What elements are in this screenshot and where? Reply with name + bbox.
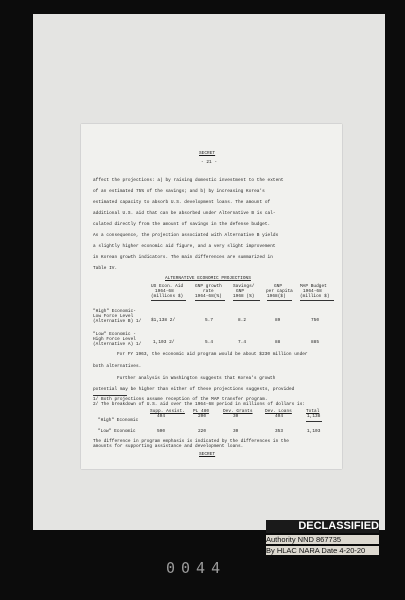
frame-number: 0044 [166,559,227,577]
footnote-cell: 30 [233,414,239,419]
table-header-cell: GNP growth [195,284,222,289]
table-cell: 750 [311,318,320,323]
body-line: As a consequence, the projection associated with Alternative B yields [93,233,279,238]
header-rule [267,300,292,301]
table-header-cell: per capita [266,289,293,294]
table-header-cell: Savings/ [233,284,255,289]
declassified-stamp [266,520,379,558]
footnote-cell: 500 [157,429,166,434]
body-line: culated directly from the amount of savings in the defense budget. [93,222,271,227]
body-line: additional U.S. aid that can be absorbed under Alternative B is cal- [93,211,276,216]
row-label: (Alternative B) 1/ [93,319,142,324]
body-line: both alternatives. [93,364,142,369]
body-line: in Korean growth indicators. The main differences are summarized in [93,255,273,260]
table-cell: 88 [275,340,281,345]
footnote-2: 2/ The breakdown of U.S. aid over the 1964-68 period in millions of dollars is: [93,402,306,407]
footnote-closing: The difference in program emphasis is indicated by the differences in the [93,439,289,444]
footnote-cell: 220 [198,429,207,434]
total-rule [306,421,322,422]
table-cell: 885 [311,340,320,345]
footnote-cell: 1,103 [307,429,321,434]
footnote-1: 1/ Both projections assume reception of the MAP transfer program. [93,397,268,402]
stamp-title: DECLASSIFIED [266,520,379,533]
body-line: Further analysis in Washington suggests that Korea's growth [117,376,276,381]
table-cell: 5.4 [205,340,214,345]
footnote-header-cell: Supp. Assist. [150,409,185,414]
body-line: Table IV. [93,266,118,271]
header-rule [300,300,334,301]
table-header-cell: GNP [274,284,283,289]
table-header-cell: 1964-68 [303,289,322,294]
table-header-cell: 1968($) [267,294,286,299]
row-label: High Force Level [93,337,136,342]
table-header-cell: (millions $) [151,294,184,299]
body-line: of an estimated 75% of the savings; and b) by increasing Korea's [93,189,265,194]
table-header-cell: (million $) [300,294,330,299]
footnote-header-cell: PL 480 [193,409,210,414]
table-cell: $1,138 2/ [151,318,176,323]
table-header-cell: MAP Budget [300,284,327,289]
table-header-cell: US Econ. Aid [151,284,184,289]
stamp-by-line: By HLAC NARA Date 4-20-20 [266,546,379,555]
table-cell: 1,103 2/ [153,340,175,345]
footnote-rule [93,395,127,396]
footnote-header-cell: Total [306,409,320,414]
footnote-header-cell: Dev. Loans [265,409,292,414]
header-rule [195,300,225,301]
body-line: a slightly higher economic aid figure, and a very slight improvement [93,244,276,249]
footnote-row-label: "High" Economic [98,418,139,423]
header-rule [151,300,186,301]
footnote-closing: amounts for supporting assistance and development loans. [93,444,244,449]
table-header-cell: GNP [236,289,245,294]
body-line: estimated capacity to absorb U.S. development loans. The amount of [93,200,271,205]
row-label: "Low" Economic - [93,332,136,337]
table-header-cell: 1964-68 [155,289,174,294]
footnote-cell: 200 [198,414,207,419]
footnote-cell: 30 [233,429,239,434]
stamp-authority: Authority NND 867735 [266,535,379,544]
page-number: - 21 - [201,160,218,165]
body-line: potential may be higher than either of these projections suggests, provided [93,387,295,392]
row-label: (Alternative A) 1/ [93,342,142,347]
footnote-header-cell: Dev. Grants [223,409,253,414]
footnote-cell: 404 [275,414,284,419]
body-line: affect the projections: a) by raising domestic investment to the extent [93,178,284,183]
table-cell: 8.2 [238,318,247,323]
footnote-cell: 1,138 [307,414,321,419]
document-page [81,124,342,469]
row-label: "High" Economic- [93,309,136,314]
footnote-row-label: "Low" Economic [98,429,136,434]
header-rule [233,300,260,301]
table-header-cell: 1964-68(%) [195,294,222,299]
table-cell: 89 [275,318,281,323]
table-title: ALTERNATIVE ECONOMIC PROJECTIONS [165,276,251,281]
table-header-cell: rate [203,289,214,294]
row-label: Low Force Level [93,314,134,319]
body-line: For FY 1963, the economic aid program would be about $230 million under [117,352,308,357]
footnote-cell: 404 [157,414,166,419]
table-cell: 5.7 [205,318,214,323]
table-cell: 7.4 [238,340,247,345]
footer-marking: SECRET [199,452,216,457]
table-header-cell: 1968 (%) [233,294,255,299]
header-marking: SECRET [199,151,216,156]
footnote-cell: 353 [275,429,284,434]
